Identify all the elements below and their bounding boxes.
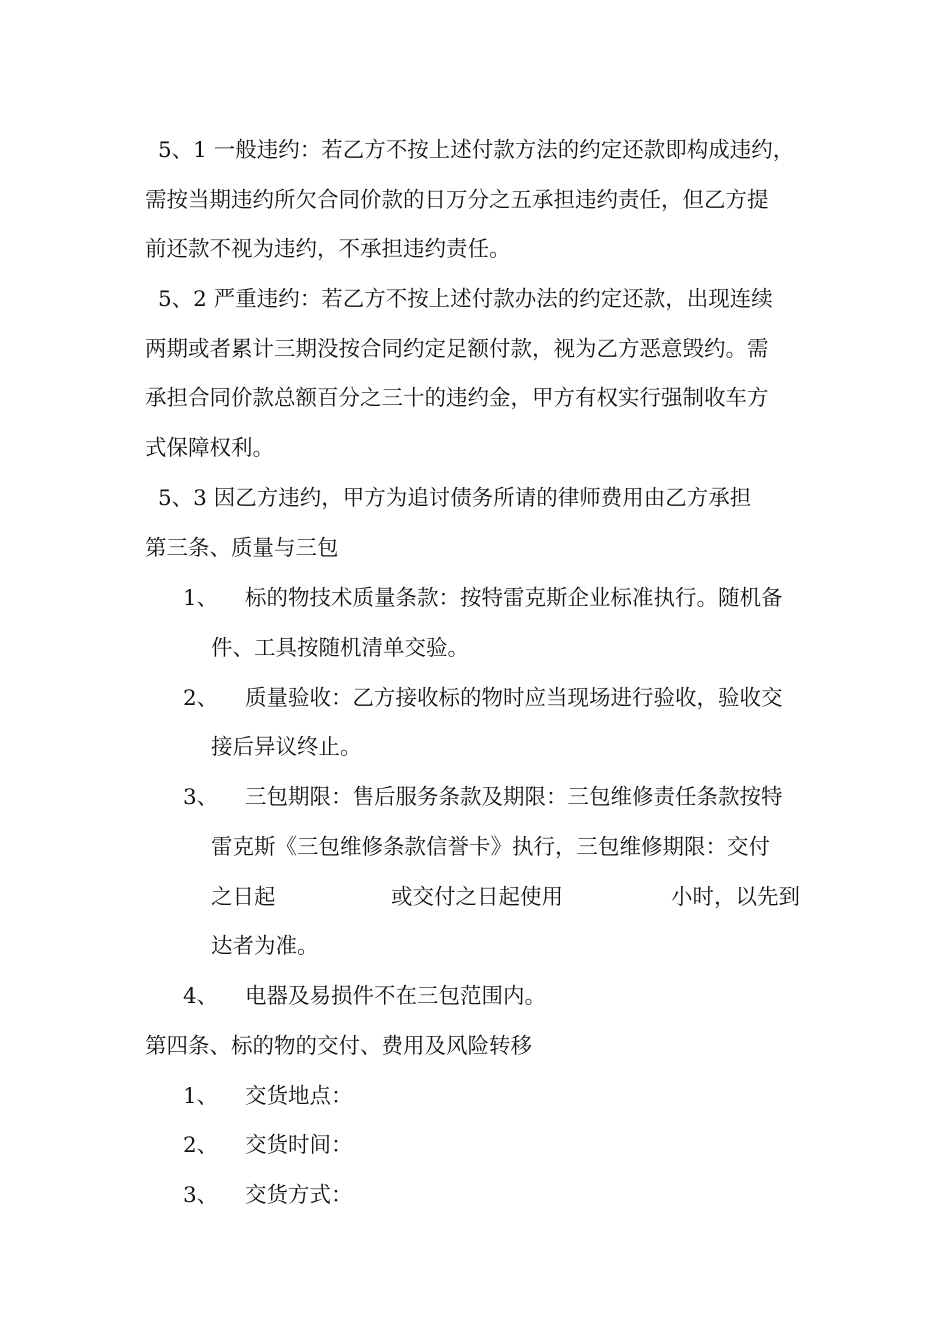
article-3-item-2-line-1: 质量验收：乙方接收标的物时应当现场进行验收，验收交 bbox=[245, 686, 783, 711]
clause-5-2-line-2: 两期或者累计三期没按合同约定足额付款，视为乙方恶意毁约。需 bbox=[145, 337, 769, 362]
article-3-item-3-line-1: 三包期限：售后服务条款及期限：三包维修责任条款按特 bbox=[245, 785, 783, 810]
article-4-item-2-number: 2、 bbox=[183, 1133, 219, 1158]
article-3-item-3-line-3b: 或交付之日起使用 bbox=[391, 885, 564, 910]
article-3-item-3-number: 3、 bbox=[183, 785, 219, 810]
article-4-item-2-label: 交货时间： bbox=[245, 1133, 353, 1158]
article-3-item-2-number: 2、 bbox=[183, 686, 219, 711]
article-4-item-1-number: 1、 bbox=[183, 1084, 219, 1109]
article-4-item-3-number: 3、 bbox=[183, 1183, 219, 1208]
clause-5-3-line-1: 5、3 因乙方违约，甲方为追讨债务所请的律师费用由乙方承担 bbox=[158, 486, 752, 511]
article-3-item-3-line-3c: 小时，以先到 bbox=[671, 885, 801, 910]
article-4-item-1-label: 交货地点： bbox=[245, 1084, 353, 1109]
article-3-item-3-line-4: 达者为准。 bbox=[211, 934, 319, 959]
article-3-item-3-line-2: 雷克斯《三包维修条款信誉卡》执行，三包维修期限：交付 bbox=[211, 835, 771, 860]
clause-5-2-line-4: 式保障权利。 bbox=[145, 436, 275, 461]
article-3-heading: 第三条、质量与三包 bbox=[145, 536, 339, 561]
clause-5-1-line-2: 需按当期违约所欠合同价款的日万分之五承担违约责任，但乙方提 bbox=[145, 188, 769, 213]
clause-5-2-line-1: 5、2 严重违约：若乙方不按上述付款办法的约定还款，出现连续 bbox=[158, 287, 773, 312]
article-3-item-2-line-2: 接后异议终止。 bbox=[211, 735, 362, 760]
article-3-item-4-line-1: 电器及易损件不在三包范围内。 bbox=[245, 984, 547, 1009]
article-3-item-1-line-2: 件、工具按随机清单交验。 bbox=[211, 636, 470, 661]
article-4-heading: 第四条、标的物的交付、费用及风险转移 bbox=[145, 1034, 533, 1059]
article-3-item-1-number: 1、 bbox=[183, 586, 219, 611]
article-3-item-4-number: 4、 bbox=[183, 984, 219, 1009]
article-3-item-3-line-3a: 之日起 bbox=[211, 885, 276, 910]
clause-5-1-line-3: 前还款不视为违约，不承担违约责任。 bbox=[145, 237, 511, 262]
article-3-item-1-line-1: 标的物技术质量条款：按特雷克斯企业标准执行。随机备 bbox=[245, 586, 783, 611]
clause-5-2-line-3: 承担合同价款总额百分之三十的违约金，甲方有权实行强制收车方 bbox=[145, 386, 769, 411]
clause-5-1-line-1: 5、1 一般违约：若乙方不按上述付款方法的约定还款即构成违约， bbox=[158, 138, 795, 163]
article-4-item-3-label: 交货方式： bbox=[245, 1183, 353, 1208]
